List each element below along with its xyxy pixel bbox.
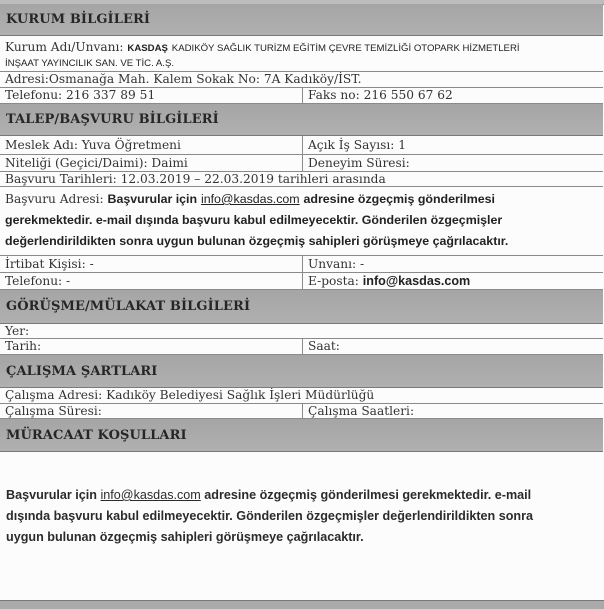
row-application-address — [0, 187, 603, 256]
interview-time: Saat: — [308, 339, 340, 353]
interview-place: Yer: — [5, 324, 30, 338]
conditions-post: adresine özgeçmiş gönderilmesi gerekmektedir. e-mail — [204, 488, 532, 502]
address-line2: gerekmektedir. e-mail dışında başvuru kabul edilmeyecektir. Gönderilen özgeçmişler — [5, 213, 503, 227]
row-occupation — [0, 136, 603, 155]
row-address — [0, 72, 603, 88]
contact-email[interactable]: info@kasdas.com — [362, 273, 471, 288]
row-place — [0, 324, 603, 339]
section-title: TALEP/BAŞVURU BİLGİLERİ — [6, 112, 219, 127]
institution-name-cell — [0, 36, 603, 71]
section-title: KURUM BİLGİLERİ — [6, 12, 151, 27]
row-institution-name — [0, 36, 603, 72]
address: Adresi:Osmanağa Mah. Kalem Sokak No: 7A Kadıköy/İST. — [5, 72, 362, 86]
phone: Telefonu: 216 337 89 51 — [0, 88, 303, 103]
fax: Faks no: 216 550 67 62 — [308, 88, 453, 102]
contact-email-cell — [303, 273, 603, 289]
section-header-gorusme — [0, 290, 603, 324]
work-duration: Çalışma Süresi: — [0, 404, 303, 418]
row-date-time — [0, 339, 603, 355]
section-header-talep — [0, 104, 603, 136]
occupation: Meslek Adı: Yuva Öğretmeni — [0, 136, 303, 154]
interview-date: Tarih: — [0, 339, 303, 354]
section-header-calisma — [0, 355, 603, 388]
section-title: ÇALIŞMA ŞARTLARI — [6, 363, 158, 379]
contact-person: İrtibat Kişisi: - — [0, 256, 303, 272]
open-jobs: Açık İş Sayısı: 1 — [308, 137, 407, 152]
work-hours: Çalışma Saatleri: — [308, 404, 415, 418]
address-pre: Başvurular için — [107, 192, 198, 206]
address-post: adresine özgeçmiş gönderilmesi — [303, 192, 495, 206]
application-address-cell — [0, 187, 603, 255]
contact-title: Unvanı: - — [308, 256, 365, 271]
row-phone-fax — [0, 88, 603, 104]
row-work-duration-hours — [0, 404, 603, 419]
experience: Deneyim Süresi: — [308, 155, 410, 170]
section-header-muracaat — [0, 419, 603, 452]
work-address: Çalışma Adresi: Kadıköy Belediyesi Sağlık İşleri Müdürlüğü — [5, 388, 375, 402]
row-contact — [0, 256, 603, 273]
row-nature — [0, 155, 603, 172]
section-title: MÜRACAAT KOŞULLARI — [6, 427, 187, 443]
conditions-email-link[interactable]: info@kasdas.com — [100, 488, 201, 502]
application-conditions — [0, 452, 603, 600]
brand-name: KASDAŞ — [127, 43, 168, 54]
row-dates — [0, 172, 603, 187]
conditions-line2: dışında başvuru kabul edilmeyecektir. Gönderilen özgeçmişler değerlendirildikten sonra — [6, 509, 534, 523]
conditions-line3: uygun bulunan özgeçmiş sahipleri görüşmeye çağrılacaktır. — [6, 530, 364, 544]
address-line3: değerlendirildikten sonra uygun bulunan özgeçmiş sahipleri görüşmeye çağrılacaktır. — [5, 234, 509, 248]
institution-name-line1: KADIKÖY SAĞLIK TURİZM EĞİTİM ÇEVRE TEMİZLİĞİ OTOPARK HİZMETLERİ — [171, 43, 520, 54]
email-label: E-posta: — [308, 273, 359, 288]
section-title: GÖRÜŞME/MÜLAKAT BİLGİLERİ — [6, 299, 251, 314]
field-label: Kurum Adı/Unvanı: — [5, 40, 124, 54]
row-contact-phone-email — [0, 273, 603, 290]
email-link[interactable]: info@kasdas.com — [200, 192, 300, 206]
row-work-address — [0, 388, 603, 404]
nature: Niteliği (Geçici/Daimi): Daimi — [0, 155, 303, 171]
field-label: Başvuru Adresi: — [5, 192, 104, 206]
conditions-pre: Başvurular için — [6, 488, 97, 502]
application-dates: Başvuru Tarihleri: 12.03.2019 – 22.03.2019 tarihleri arasında — [5, 172, 386, 186]
section-header-kurum — [0, 4, 603, 36]
contact-phone: Telefonu: - — [0, 273, 303, 289]
institution-name-line2: İNŞAAT YAYINCILIK SAN. VE TİC. A.Ş. — [5, 58, 175, 69]
